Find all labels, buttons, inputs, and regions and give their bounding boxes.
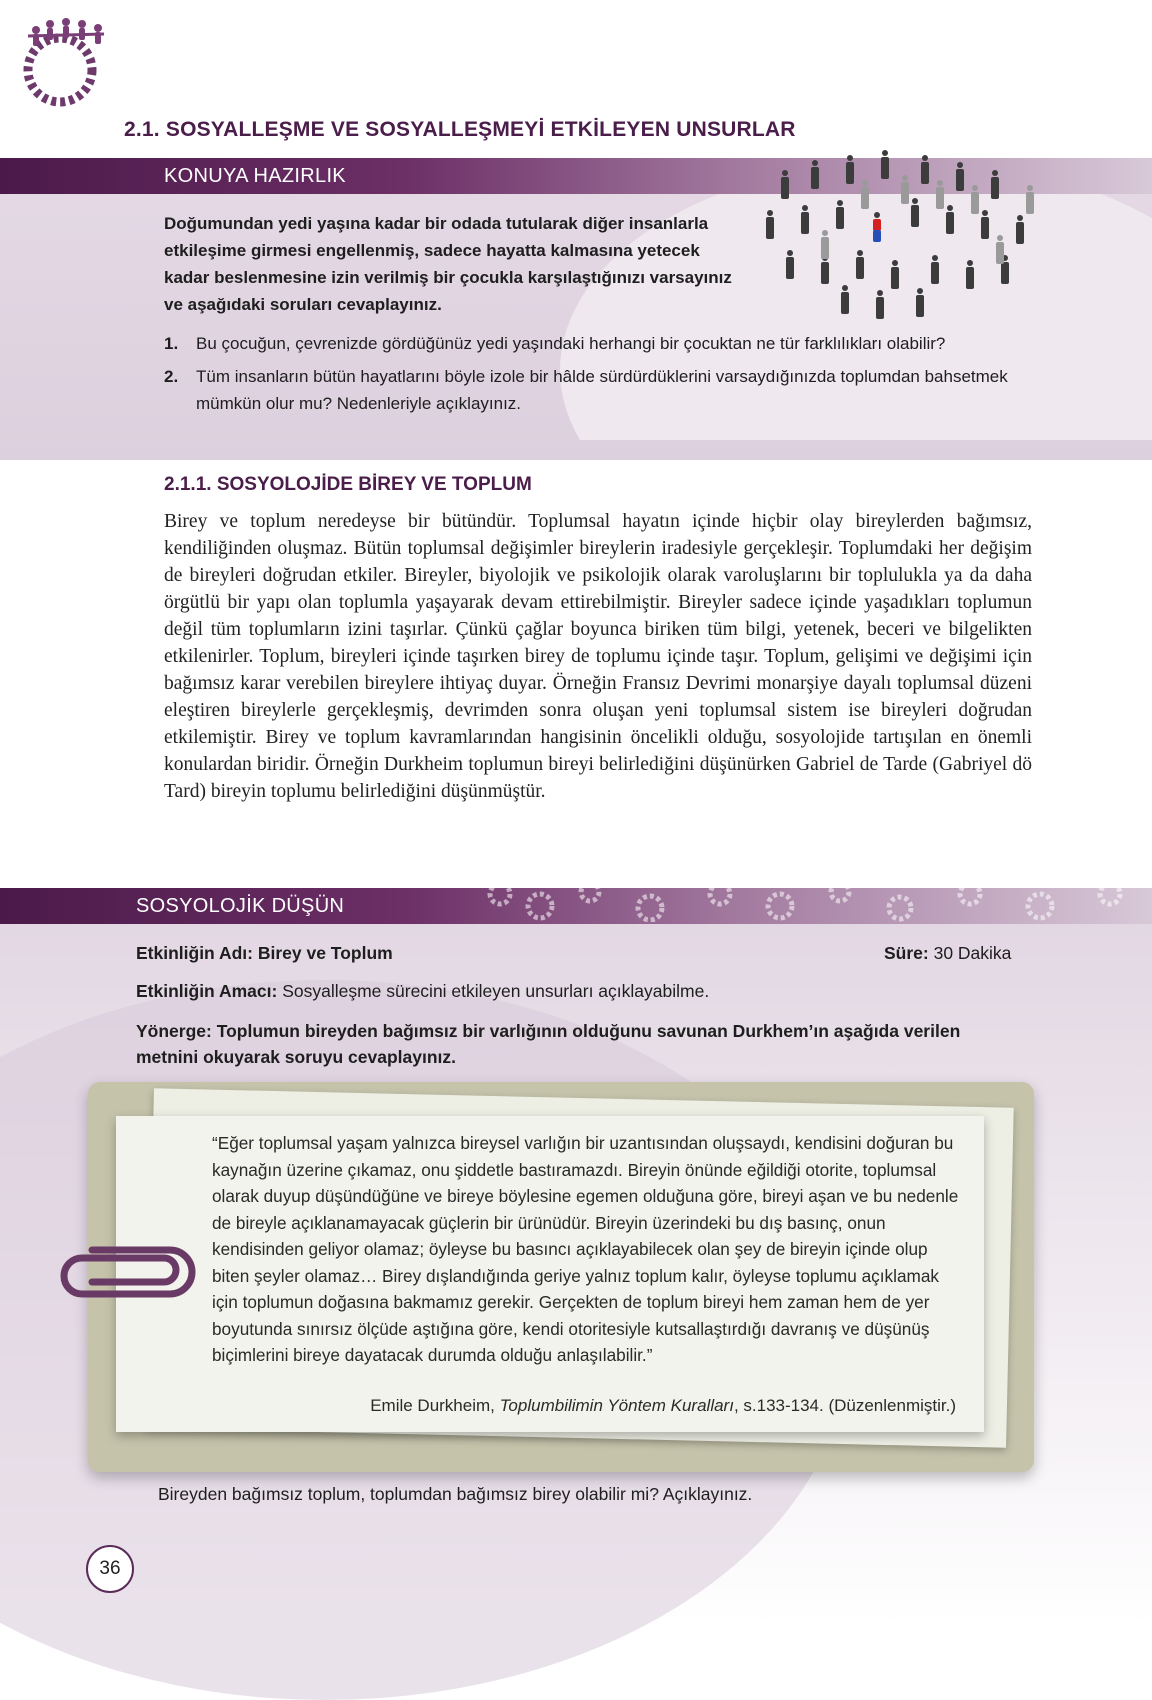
activity-name-value: Birey ve Toplum xyxy=(252,943,393,963)
citation-book: Toplumbilimin Yöntem Kuralları xyxy=(499,1396,734,1415)
activity-purpose-label: Etkinliğin Amacı: xyxy=(136,981,278,1001)
activity-duration xyxy=(884,940,1011,966)
section-title: 2.1. SOSYALLEŞME VE SOSYALLEŞMEYİ ETKİLEYEN UNSURLAR xyxy=(124,118,796,141)
durkheim-quote: “Eğer toplumsal yaşam yalnızca bireysel varlığın bir uzantısından oluşsaydı, kendisini doğuran bu kaynağın üzerine çıkamaz, onu şiddetle bastıramazdı. Bireyin önünde eğildiği otorite, toplumsal olarak duyup düşündüğüne ve bireye böylesine egemen olduğuna göre, bireyi aşan ve bu nedenle de bireyle açıklanamayacak güçlerin bir ürünüdür. Bireyin üzerindeki bu dış basınç, onun kendisinden geliyor olamaz; öyleyse bu basıncı açıklayabilecek olan şey de bireyin içinde olup biten şeyler olamaz… Birey dışlandığında geriye yalnız toplum kalır, öyleyse toplumu açıklamak için toplumun doğasına bakmamız gerekir. Gerçekten de toplum bireyi hem zaman hem de yer boyutunda sınırsız ölçüde aştığına göre, kendi otoritesiyle kutsallaştırdığı davranış ve düşünüş biçimlerini bireye dayatacak durumda olduğu anlaşılabilir.” xyxy=(212,1133,959,1365)
preparation-questions xyxy=(164,330,1044,423)
activity-duration-label: Süre: xyxy=(884,943,929,963)
activity-purpose xyxy=(136,978,1016,1004)
crowd-illustration xyxy=(760,150,1060,320)
subsection-body: Birey ve toplum neredeyse bir bütündür. Toplumsal hayatın içinde hiçbir olay bireylerden bağımsız, kendiliğinden oluşmaz. Bütün toplumsal değişimler bireylerin iradesiyle gerçekleşir. Toplumdaki her değişim de bireyleri doğrudan etkiler. Bireyler, biyolojik ve psikolojik olarak varoluşlarını bir toplulukla ya da daha örgütlü bir yapı olan toplumla yaşayarak devam ettirebilmiştir. Bireyler sadece içinde yaşadıkları toplumun değil tüm toplumların izini taşırlar. Çünkü çağlar boyunca biriken tüm bilgi, yetenek, beceri ve bilgelikten etkilenirler. Toplum, bireyleri içinde taşırken birey de toplumu içinde taşır. Toplum, gelişimi ve değişimi için bağımsız karar verebilen bireylere ihtiyaç duyar. Örneğin Fransız Devrimi monarşiye dayalı toplumsal düzeni eleştiren bireylerle gerçekleşmiş, devrimden sonra oluşan yeni toplumsal sistem ise bireyleri doğrudan etkilemiştir. Birey ve toplum kavramlarından hangisinin öncelikli olduğu, sosyolojide tartışılan en önemli konulardan biridir. Örneğin Durkheim toplumun bireyi belirlediğini düşünürken Gabriel de Tarde (Gabriyel dö Tard) bireyin toplumu belirlediğini düşünmüştür. xyxy=(164,511,1032,802)
citation-author: Emile Durkheim, xyxy=(370,1396,500,1415)
question-text: Bu çocuğun, çevrenizde gördüğünüz yedi yaşındaki herhangi bir çocuktan ne tür farklılıkları olabilir? xyxy=(196,334,946,353)
activity-band-label: SOSYOLOJİK DÜŞÜN xyxy=(136,895,345,917)
question-number: 2. xyxy=(164,367,179,386)
paperclip-icon xyxy=(52,1232,202,1312)
question-number: 1. xyxy=(164,334,179,353)
activity-purpose-value: Sosyalleşme sürecini etkileyen unsurları açıklayabilme. xyxy=(277,981,710,1001)
people-gear-logo-icon xyxy=(14,14,110,114)
activity-duration-value: 30 Dakika xyxy=(928,943,1012,963)
quote-citation xyxy=(200,1396,956,1416)
activity-name-label: Etkinliğin Adı: xyxy=(136,943,253,963)
activity-instruction xyxy=(136,1018,1016,1070)
page-number: 36 xyxy=(86,1545,134,1593)
list-item xyxy=(164,330,1044,357)
activity-instruction-value: Toplumun bireyden bağımsız bir varlığının olduğunu savunan Durkhem’ın aşağıda verilen metnini okuyarak soruyu cevaplayınız. xyxy=(136,1021,961,1067)
subsection-title: 2.1.1. SOSYOLOJİDE BİREY VE TOPLUM xyxy=(164,474,532,495)
gears-decoration-icon xyxy=(480,882,1152,922)
citation-pages: , s.133-134. (Düzenlenmiştir.) xyxy=(733,1396,956,1415)
activity-instruction-label: Yönerge: xyxy=(136,1021,212,1041)
question-text: Tüm insanların bütün hayatlarını böyle izole bir hâlde sürdürdüklerini varsaydığınızda toplumdan bahsetmek mümkün olur mu? Nedenleriyle açıklayınız. xyxy=(196,367,1008,413)
preparation-intro: Doğumundan yedi yaşına kadar bir odada tutularak diğer insanlarla etkileşime girmesi engellenmiş, sadece hayatta kalmasına yetecek kadar beslenmesine izin verilmiş bir çocukla karşılaştığınızı varsayınız ve aşağıdaki soruları cevaplayınız. xyxy=(164,214,732,314)
final-question: Bireyden bağımsız toplum, toplumdan bağımsız birey olabilir mi? Açıklayınız. xyxy=(158,1484,753,1504)
activity-name xyxy=(136,940,393,966)
preparation-band-label: KONUYA HAZIRLIK xyxy=(164,165,346,187)
list-item xyxy=(164,363,1044,417)
